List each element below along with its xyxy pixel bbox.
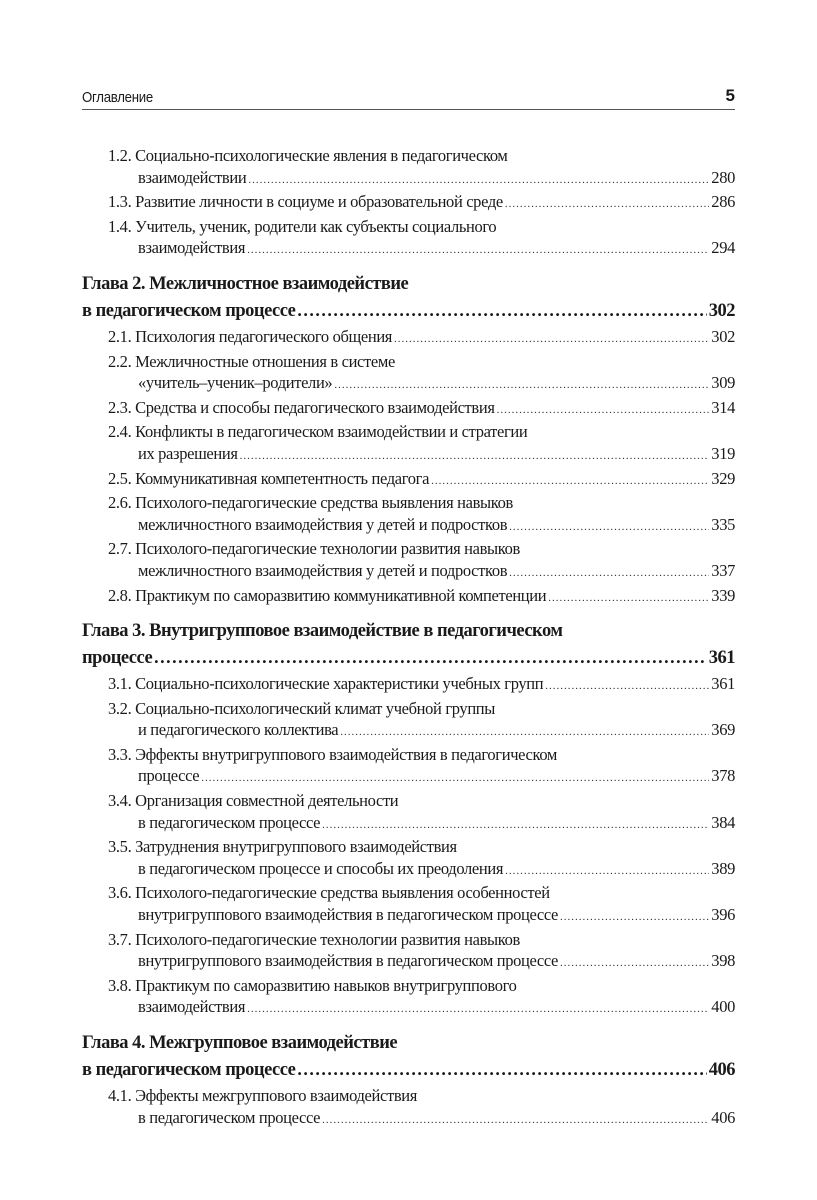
toc-line (82, 673, 735, 698)
toc-entry-title: 3.2. Социально-психологический климат учебной группы (108, 698, 496, 718)
toc-line (82, 618, 735, 644)
toc-line (82, 191, 735, 216)
toc-page-number: 286 (711, 192, 735, 212)
toc-page-number: 309 (711, 373, 735, 393)
toc-line (82, 397, 735, 422)
dot-leader (340, 722, 709, 744)
toc-page-number: 384 (711, 812, 735, 832)
toc-entry-title: взаимодействия (138, 997, 246, 1017)
dot-leader (248, 170, 709, 192)
toc-entry-title: Глава 2. Межличностное взаимодействие (82, 273, 409, 294)
toc-line (82, 1107, 735, 1132)
dot-leader (247, 240, 709, 262)
toc-entry-title: 1.3. Развитие личности в социуме и образовательной среде (108, 192, 503, 212)
toc-section-entry[interactable] (82, 145, 735, 191)
toc-page-number: 361 (711, 674, 735, 694)
toc-line (82, 326, 735, 351)
toc-entry-title: межличностного взаимодействия у детей и подростков (138, 514, 508, 534)
toc-entry-title: 3.4. Организация совместной деятельности (108, 791, 399, 811)
toc-line (82, 492, 735, 514)
dot-leader (247, 999, 709, 1021)
toc-line (82, 145, 735, 167)
toc-entry-title: 2.5. Коммуникативная компетентность педагога (108, 468, 430, 488)
toc-entry-title: 3.8. Практикум по саморазвитию навыков внутригруппового (108, 975, 517, 995)
toc-line (82, 1056, 735, 1083)
toc-section-entry[interactable] (82, 929, 735, 975)
dot-leader (240, 446, 710, 468)
toc-entry-title: внутригруппового взаимодействия в педагогическом процессе (138, 951, 559, 971)
toc-line (82, 1085, 735, 1107)
page-number: 5 (725, 86, 735, 105)
dot-leader (154, 644, 707, 670)
toc-entry-title: в педагогическом процессе (82, 300, 296, 321)
toc-section-entry[interactable] (82, 538, 735, 584)
toc-page-number: 396 (711, 905, 735, 925)
toc-entry-title: 3.3. Эффекты внутригруппового взаимодействия в педагогическом (108, 744, 558, 764)
toc-section-entry[interactable] (82, 191, 735, 216)
toc-page-number: 302 (711, 326, 735, 346)
table-of-contents (82, 145, 735, 1131)
toc-page-number: 389 (711, 858, 735, 878)
toc-line (82, 443, 735, 468)
dot-leader (560, 953, 709, 975)
toc-line (82, 929, 735, 951)
dot-leader (322, 1110, 709, 1132)
toc-line (82, 271, 735, 297)
toc-entry-title: межличностного взаимодействия у детей и подростков (138, 560, 508, 580)
toc-entry-title: 2.8. Практикум по саморазвитию коммуникативной компетенции (108, 585, 547, 605)
dot-leader (560, 907, 709, 929)
toc-entry-title: 1.4. Учитель, ученик, родители как субъекты социального (108, 216, 497, 236)
toc-entry-title: 2.7. Психолого-педагогические технологии развития навыков (108, 539, 520, 559)
dot-leader (297, 1056, 706, 1082)
toc-entry-title: 2.6. Психолого-педагогические средства выявления навыков (108, 493, 513, 513)
toc-page-number: 294 (711, 238, 735, 258)
toc-line (82, 585, 735, 610)
toc-line (82, 765, 735, 790)
toc-line (82, 421, 735, 443)
toc-page-number: 329 (711, 468, 735, 488)
toc-line (82, 836, 735, 858)
toc-entry-title: в педагогическом процессе (138, 812, 321, 832)
toc-entry-title: Глава 4. Межгрупповое взаимодействие (82, 1033, 398, 1053)
toc-entry-title: 2.2. Межличностные отношения в системе (108, 351, 395, 371)
toc-line (82, 372, 735, 397)
toc-entry-title: 3.7. Психолого-педагогические технологии развития навыков (108, 929, 520, 949)
running-header (82, 82, 735, 110)
toc-entry-title: в педагогическом процессе (82, 1060, 296, 1080)
toc-entry-title: взаимодействия (138, 238, 246, 258)
toc-line (82, 904, 735, 929)
toc-page-number: 406 (711, 1107, 735, 1127)
toc-line (82, 950, 735, 975)
toc-entry-title: 2.1. Психология педагогического общения (108, 326, 393, 346)
toc-page-number: 335 (711, 514, 735, 534)
dot-leader (201, 768, 709, 790)
toc-entry-title: в педагогическом процессе (138, 1107, 321, 1127)
toc-page-number: 337 (711, 560, 735, 580)
toc-line (82, 719, 735, 744)
toc-entry-title: 2.4. Конфликты в педагогическом взаимодействии и стратегии (108, 422, 528, 442)
toc-entry-title: 3.1. Социально-психологические характеристики учебных групп (108, 674, 544, 694)
toc-entry-title: и педагогического коллектива (138, 720, 339, 740)
toc-page-number: 400 (711, 997, 735, 1017)
toc-line (82, 996, 735, 1021)
dot-leader (497, 400, 710, 422)
dot-leader (394, 329, 709, 351)
toc-section-entry[interactable] (82, 397, 735, 422)
toc-entry-title: Глава 3. Внутригрупповое взаимодействие в педагогическом (82, 621, 563, 642)
toc-section-entry[interactable] (82, 326, 735, 351)
toc-line (82, 538, 735, 560)
toc-line (82, 560, 735, 585)
toc-entry-title: 4.1. Эффекты межгруппового взаимодействия (108, 1086, 418, 1105)
toc-section-entry[interactable] (82, 975, 735, 1021)
toc-chapter-entry[interactable] (82, 1030, 735, 1083)
toc-line (82, 790, 735, 812)
toc-section-entry[interactable] (82, 882, 735, 928)
toc-section-entry[interactable] (82, 744, 735, 790)
toc-line (82, 351, 735, 373)
toc-entry-title: 3.6. Психолого-педагогические средства выявления особенностей (108, 883, 550, 903)
toc-line (82, 514, 735, 539)
toc-page-number: 280 (711, 167, 735, 187)
toc-entry-title: 2.3. Средства и способы педагогического взаимодействия (108, 397, 495, 417)
toc-page-number: 314 (711, 397, 735, 417)
toc-section-entry[interactable] (82, 790, 735, 836)
toc-page-number: 369 (711, 720, 735, 740)
toc-line (82, 167, 735, 192)
dot-leader (322, 815, 709, 837)
toc-section-entry[interactable] (82, 421, 735, 467)
toc-page-number: 378 (711, 766, 735, 786)
toc-page-number: 398 (711, 951, 735, 971)
toc-section-entry[interactable] (82, 492, 735, 538)
toc-page-number: 406 (708, 1060, 735, 1080)
toc-section-entry[interactable] (82, 836, 735, 882)
toc-line (82, 297, 735, 324)
dot-leader (548, 588, 709, 610)
toc-chapter-entry[interactable] (82, 618, 735, 671)
toc-entry-title: внутригруппового взаимодействия в педагогическом процессе (138, 905, 559, 925)
dot-leader (431, 471, 709, 493)
toc-section-entry[interactable] (82, 468, 735, 493)
toc-section-entry[interactable] (82, 351, 735, 397)
toc-line (82, 812, 735, 837)
toc-page-number: 339 (711, 585, 735, 605)
toc-line (82, 882, 735, 904)
dot-leader (297, 297, 706, 323)
toc-section-entry[interactable] (82, 698, 735, 744)
toc-entry-title: в педагогическом процессе и способы их преодоления (138, 858, 504, 878)
toc-page-number: 319 (711, 443, 735, 463)
toc-section-entry[interactable] (82, 673, 735, 698)
toc-line (82, 698, 735, 720)
dot-leader (334, 375, 709, 397)
toc-line (82, 975, 735, 997)
toc-section-entry[interactable] (82, 1085, 735, 1131)
toc-line (82, 744, 735, 766)
toc-entry-title: 3.5. Затруднения внутригруппового взаимодействия (108, 837, 457, 857)
dot-leader (509, 563, 709, 585)
toc-line (82, 1030, 735, 1056)
header-title: Оглавление (82, 89, 153, 106)
dot-leader (505, 194, 709, 216)
toc-chapter-entry[interactable] (82, 271, 735, 324)
toc-section-entry[interactable] (82, 585, 735, 610)
toc-page-number: 361 (708, 648, 735, 669)
toc-entry-title: 1.2. Социально-психологические явления в педагогическом (108, 146, 508, 165)
dot-leader (505, 861, 709, 883)
toc-line (82, 468, 735, 493)
toc-section-entry[interactable] (82, 216, 735, 262)
toc-entry-title: взаимодействии (138, 167, 247, 187)
toc-entry-title: процессе (82, 648, 153, 669)
toc-entry-title: их разрешения (138, 443, 238, 463)
toc-line (82, 216, 735, 238)
dot-leader (509, 517, 709, 539)
toc-line (82, 858, 735, 883)
toc-entry-title: процессе (138, 766, 200, 786)
toc-line (82, 237, 735, 262)
toc-entry-title: «учитель–ученик–родители» (138, 373, 333, 393)
dot-leader (545, 676, 709, 698)
toc-line (82, 644, 735, 671)
toc-page-number: 302 (708, 300, 735, 321)
